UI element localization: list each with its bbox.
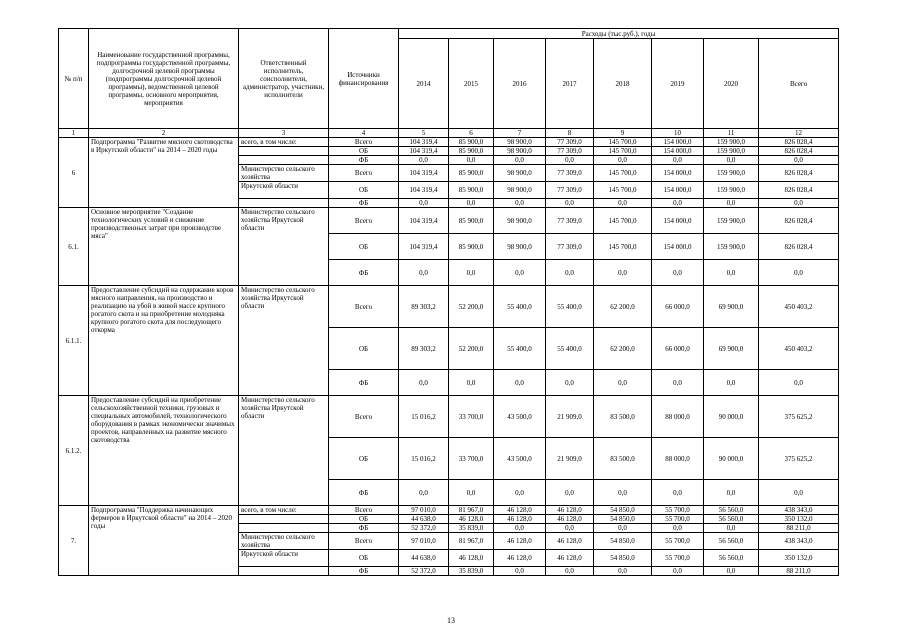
year-value: 88 000,0 <box>652 396 704 438</box>
year-value: 66 000,0 <box>652 286 704 328</box>
header-year: 2018 <box>594 39 652 129</box>
year-value: 21 909,0 <box>546 438 594 480</box>
year-value: 90 000,0 <box>704 396 759 438</box>
header-year: 2019 <box>652 39 704 129</box>
year-value: 0,0 <box>449 199 494 208</box>
table-body <box>59 138 839 576</box>
year-value: 77 309,0 <box>546 182 594 199</box>
year-value: 104 319,4 <box>399 234 449 260</box>
year-value: 0,0 <box>494 370 546 396</box>
year-value: 154 000,0 <box>652 147 704 156</box>
year-value: 0,0 <box>652 260 704 286</box>
total-value: 450 403,2 <box>759 328 839 370</box>
year-value: 159 900,0 <box>704 208 759 234</box>
program-name: Подпрограмма "Развитие мясного скотоводства в Иркутской области" на 2014 – 2020 годы <box>89 138 239 208</box>
year-value: 0,0 <box>704 567 759 576</box>
year-value: 55 400,0 <box>494 328 546 370</box>
year-value: 46 128,0 <box>546 550 594 567</box>
total-value: 375 625,2 <box>759 438 839 480</box>
year-value: 0,0 <box>494 480 546 506</box>
year-value: 0,0 <box>449 370 494 396</box>
row-number: 6.1. <box>59 208 89 286</box>
row-number: 6 <box>59 138 89 208</box>
year-value: 66 000,0 <box>652 328 704 370</box>
year-value: 154 000,0 <box>652 165 704 182</box>
year-value: 0,0 <box>546 524 594 533</box>
year-value: 0,0 <box>704 370 759 396</box>
year-value: 0,0 <box>594 260 652 286</box>
funding-source: ФБ <box>329 199 399 208</box>
header-source: Источники финансирования <box>329 29 399 129</box>
year-value: 0,0 <box>652 199 704 208</box>
year-value: 52 200,0 <box>449 328 494 370</box>
index-cell: 11 <box>704 129 759 138</box>
total-value: 88 211,0 <box>759 567 839 576</box>
year-value: 55 700,0 <box>652 533 704 550</box>
year-value: 0,0 <box>594 567 652 576</box>
year-value: 159 900,0 <box>704 147 759 156</box>
header-year: 2017 <box>546 39 594 129</box>
year-value: 98 900,0 <box>494 208 546 234</box>
total-value: 375 625,2 <box>759 396 839 438</box>
responsible-executor: Иркутской области <box>239 550 329 567</box>
responsible-executor <box>239 199 329 208</box>
year-value: 85 900,0 <box>449 147 494 156</box>
table-row <box>59 286 839 328</box>
program-name: Основное мероприятие "Создание технологических условий и снижение производственных затрат при производстве мяса" <box>89 208 239 286</box>
year-value: 104 319,4 <box>399 147 449 156</box>
year-value: 46 128,0 <box>546 506 594 515</box>
budget-table-sheet <box>58 28 838 576</box>
year-value: 98 900,0 <box>494 234 546 260</box>
header-year: 2016 <box>494 39 546 129</box>
year-value: 55 400,0 <box>546 286 594 328</box>
year-value: 35 839,0 <box>449 567 494 576</box>
total-value: 0,0 <box>759 260 839 286</box>
total-value: 438 343,0 <box>759 506 839 515</box>
year-value: 85 900,0 <box>449 234 494 260</box>
year-value: 145 700,0 <box>594 165 652 182</box>
year-value: 98 900,0 <box>494 138 546 147</box>
year-value: 104 319,4 <box>399 165 449 182</box>
year-value: 154 000,0 <box>652 138 704 147</box>
responsible-executor: Министерство сельского хозяйства Иркутской области <box>239 396 329 506</box>
year-value: 159 900,0 <box>704 234 759 260</box>
funding-source: Всего <box>329 138 399 147</box>
responsible-executor <box>239 567 329 576</box>
year-value: 145 700,0 <box>594 138 652 147</box>
year-value: 56 560,0 <box>704 515 759 524</box>
year-value: 0,0 <box>546 156 594 165</box>
table-row <box>59 208 839 234</box>
year-value: 154 000,0 <box>652 234 704 260</box>
year-value: 46 128,0 <box>449 515 494 524</box>
header-name: Наименование государственной программы, подпрограммы государственной программы, долгосрочной целевой программы (подпрограммы долгосрочной целевой программы), ведомственной целевой программы, основного мероприятия, мероприятия <box>89 29 239 129</box>
year-value: 81 967,0 <box>449 506 494 515</box>
year-value: 104 319,4 <box>399 208 449 234</box>
year-value: 69 900,0 <box>704 328 759 370</box>
year-value: 56 560,0 <box>704 533 759 550</box>
index-cell: 7 <box>494 129 546 138</box>
total-value: 438 343,0 <box>759 533 839 550</box>
year-value: 54 850,0 <box>594 550 652 567</box>
table-row <box>59 138 839 147</box>
year-value: 145 700,0 <box>594 208 652 234</box>
year-value: 159 900,0 <box>704 138 759 147</box>
year-value: 89 303,2 <box>399 328 449 370</box>
funding-source: ФБ <box>329 156 399 165</box>
total-value: 826 028,4 <box>759 208 839 234</box>
responsible-executor: Иркутской области <box>239 182 329 199</box>
year-value: 145 700,0 <box>594 234 652 260</box>
header-responsible: Ответственный исполнитель, соисполнители, администратор, участники, исполнители <box>239 29 329 129</box>
total-value: 826 028,4 <box>759 147 839 156</box>
funding-source: ОБ <box>329 438 399 480</box>
year-value: 0,0 <box>704 260 759 286</box>
total-value: 450 403,2 <box>759 286 839 328</box>
funding-source: ОБ <box>329 182 399 199</box>
header-year: 2015 <box>449 39 494 129</box>
year-value: 0,0 <box>546 480 594 506</box>
table-row <box>59 506 839 515</box>
index-cell: 6 <box>449 129 494 138</box>
year-value: 52 200,0 <box>449 286 494 328</box>
year-value: 46 128,0 <box>449 550 494 567</box>
year-value: 0,0 <box>399 199 449 208</box>
year-value: 85 900,0 <box>449 165 494 182</box>
total-value: 0,0 <box>759 199 839 208</box>
funding-source: Всего <box>329 286 399 328</box>
year-value: 83 500,0 <box>594 438 652 480</box>
responsible-executor: всего, в том числе: <box>239 506 329 515</box>
index-cell: 3 <box>239 129 329 138</box>
year-value: 154 000,0 <box>652 182 704 199</box>
year-value: 85 900,0 <box>449 138 494 147</box>
year-value: 90 000,0 <box>704 438 759 480</box>
year-value: 54 850,0 <box>594 515 652 524</box>
year-value: 0,0 <box>594 524 652 533</box>
program-name: Предоставление субсидий на содержание коров мясного направления, на производство и реализацию на убой в живой массе крупного рогатого скота и на приобретение молодняка крупного рогатого скота для последующего откорма <box>89 286 239 396</box>
year-value: 55 700,0 <box>652 515 704 524</box>
year-value: 0,0 <box>652 524 704 533</box>
year-value: 0,0 <box>546 260 594 286</box>
year-value: 145 700,0 <box>594 182 652 199</box>
total-value: 350 132,0 <box>759 550 839 567</box>
year-value: 54 850,0 <box>594 506 652 515</box>
year-value: 0,0 <box>594 370 652 396</box>
year-value: 0,0 <box>704 199 759 208</box>
year-value: 0,0 <box>546 567 594 576</box>
year-value: 0,0 <box>594 156 652 165</box>
responsible-executor <box>239 524 329 533</box>
row-number: 6.1.2. <box>59 396 89 506</box>
year-value: 55 400,0 <box>546 328 594 370</box>
year-value: 0,0 <box>652 567 704 576</box>
responsible-executor <box>239 515 329 524</box>
year-value: 0,0 <box>594 480 652 506</box>
funding-source: Всего <box>329 506 399 515</box>
year-value: 44 638,0 <box>399 515 449 524</box>
responsible-executor: Министерство сельского хозяйства <box>239 533 329 550</box>
funding-source: ОБ <box>329 147 399 156</box>
responsible-executor <box>239 156 329 165</box>
year-value: 0,0 <box>494 199 546 208</box>
year-value: 56 560,0 <box>704 550 759 567</box>
year-value: 85 900,0 <box>449 182 494 199</box>
year-value: 77 309,0 <box>546 234 594 260</box>
year-value: 0,0 <box>399 260 449 286</box>
year-value: 98 900,0 <box>494 182 546 199</box>
year-value: 35 839,0 <box>449 524 494 533</box>
year-value: 55 700,0 <box>652 550 704 567</box>
year-value: 46 128,0 <box>494 506 546 515</box>
year-value: 46 128,0 <box>546 515 594 524</box>
year-value: 159 900,0 <box>704 182 759 199</box>
total-value: 350 132,0 <box>759 515 839 524</box>
responsible-executor: Министерство сельского хозяйства <box>239 165 329 182</box>
year-value: 98 900,0 <box>494 165 546 182</box>
year-value: 44 638,0 <box>399 550 449 567</box>
program-name: Предоставление субсидий на приобретение сельскохозяйственной техники, грузовых и специальных автомобилей, технологического оборудования в рамках экономически значимых проектов, направленных на развитие мясного скотоводства <box>89 396 239 506</box>
total-value: 826 028,4 <box>759 182 839 199</box>
year-value: 15 016,2 <box>399 438 449 480</box>
index-cell: 4 <box>329 129 399 138</box>
funding-source: ФБ <box>329 370 399 396</box>
index-cell: 1 <box>59 129 89 138</box>
index-cell: 5 <box>399 129 449 138</box>
year-value: 0,0 <box>449 156 494 165</box>
funding-source: ФБ <box>329 260 399 286</box>
year-value: 0,0 <box>704 480 759 506</box>
year-value: 0,0 <box>494 524 546 533</box>
year-value: 97 010,0 <box>399 533 449 550</box>
index-cell: 10 <box>652 129 704 138</box>
header-total: Всего <box>759 39 839 129</box>
header-year: 2020 <box>704 39 759 129</box>
funding-source: Всего <box>329 533 399 550</box>
year-value: 43 500,0 <box>494 438 546 480</box>
funding-source: ФБ <box>329 567 399 576</box>
funding-source: ОБ <box>329 234 399 260</box>
funding-source: ОБ <box>329 328 399 370</box>
year-value: 88 000,0 <box>652 438 704 480</box>
total-value: 826 028,4 <box>759 234 839 260</box>
funding-source: ФБ <box>329 524 399 533</box>
year-value: 89 303,2 <box>399 286 449 328</box>
index-cell: 9 <box>594 129 652 138</box>
row-number: 6.1.1. <box>59 286 89 396</box>
year-value: 77 309,0 <box>546 208 594 234</box>
funding-source: Всего <box>329 165 399 182</box>
year-value: 62 200,0 <box>594 286 652 328</box>
year-value: 77 309,0 <box>546 147 594 156</box>
year-value: 159 900,0 <box>704 165 759 182</box>
year-value: 52 372,0 <box>399 524 449 533</box>
funding-source: Всего <box>329 208 399 234</box>
year-value: 46 128,0 <box>494 533 546 550</box>
total-value: 826 028,4 <box>759 165 839 182</box>
year-value: 56 560,0 <box>704 506 759 515</box>
funding-source: ОБ <box>329 515 399 524</box>
year-value: 0,0 <box>546 199 594 208</box>
year-value: 104 319,4 <box>399 138 449 147</box>
index-cell: 12 <box>759 129 839 138</box>
responsible-executor: Министерство сельского хозяйства Иркутской области <box>239 286 329 396</box>
year-value: 54 850,0 <box>594 533 652 550</box>
total-value: 0,0 <box>759 480 839 506</box>
year-value: 77 309,0 <box>546 138 594 147</box>
responsible-executor <box>239 147 329 156</box>
funding-source: Всего <box>329 396 399 438</box>
header-expenses: Расходы (тыс.руб.), годы <box>399 29 839 39</box>
year-value: 69 900,0 <box>704 286 759 328</box>
program-name: Подпрограмма "Поддержка начинающих фермеров в Иркутской области" на 2014 – 2020 годы <box>89 506 239 576</box>
funding-source: ФБ <box>329 480 399 506</box>
header-year: 2014 <box>399 39 449 129</box>
year-value: 62 200,0 <box>594 328 652 370</box>
year-value: 0,0 <box>546 370 594 396</box>
year-value: 0,0 <box>399 370 449 396</box>
year-value: 104 319,4 <box>399 182 449 199</box>
year-value: 98 900,0 <box>494 147 546 156</box>
total-value: 826 028,4 <box>759 138 839 147</box>
responsible-executor: всего, в том числе: <box>239 138 329 147</box>
year-value: 43 500,0 <box>494 396 546 438</box>
year-value: 0,0 <box>594 199 652 208</box>
year-value: 83 500,0 <box>594 396 652 438</box>
year-value: 15 016,2 <box>399 396 449 438</box>
table-row <box>59 396 839 438</box>
year-value: 0,0 <box>494 260 546 286</box>
year-value: 145 700,0 <box>594 147 652 156</box>
total-value: 88 211,0 <box>759 524 839 533</box>
year-value: 33 700,0 <box>449 438 494 480</box>
year-value: 55 700,0 <box>652 506 704 515</box>
year-value: 33 700,0 <box>449 396 494 438</box>
expenses-table <box>58 28 839 576</box>
year-value: 0,0 <box>704 156 759 165</box>
year-value: 21 909,0 <box>546 396 594 438</box>
year-value: 0,0 <box>704 524 759 533</box>
year-value: 85 900,0 <box>449 208 494 234</box>
year-value: 0,0 <box>399 156 449 165</box>
total-value: 0,0 <box>759 370 839 396</box>
year-value: 0,0 <box>399 480 449 506</box>
year-value: 46 128,0 <box>494 515 546 524</box>
index-cell: 8 <box>546 129 594 138</box>
year-value: 0,0 <box>449 260 494 286</box>
year-value: 52 372,0 <box>399 567 449 576</box>
row-number: 7. <box>59 506 89 576</box>
total-value: 0,0 <box>759 156 839 165</box>
year-value: 0,0 <box>652 480 704 506</box>
year-value: 0,0 <box>494 156 546 165</box>
funding-source: ОБ <box>329 550 399 567</box>
year-value: 77 309,0 <box>546 165 594 182</box>
year-value: 46 128,0 <box>546 533 594 550</box>
header-num: № п/п <box>59 29 89 129</box>
year-value: 0,0 <box>494 567 546 576</box>
year-value: 0,0 <box>652 370 704 396</box>
year-value: 55 400,0 <box>494 286 546 328</box>
year-value: 0,0 <box>449 480 494 506</box>
index-cell: 2 <box>89 129 239 138</box>
year-value: 0,0 <box>652 156 704 165</box>
year-value: 97 010,0 <box>399 506 449 515</box>
page-number: 13 <box>447 616 455 625</box>
year-value: 81 967,0 <box>449 533 494 550</box>
year-value: 154 000,0 <box>652 208 704 234</box>
responsible-executor: Министерство сельского хозяйства Иркутской области <box>239 208 329 286</box>
year-value: 46 128,0 <box>494 550 546 567</box>
